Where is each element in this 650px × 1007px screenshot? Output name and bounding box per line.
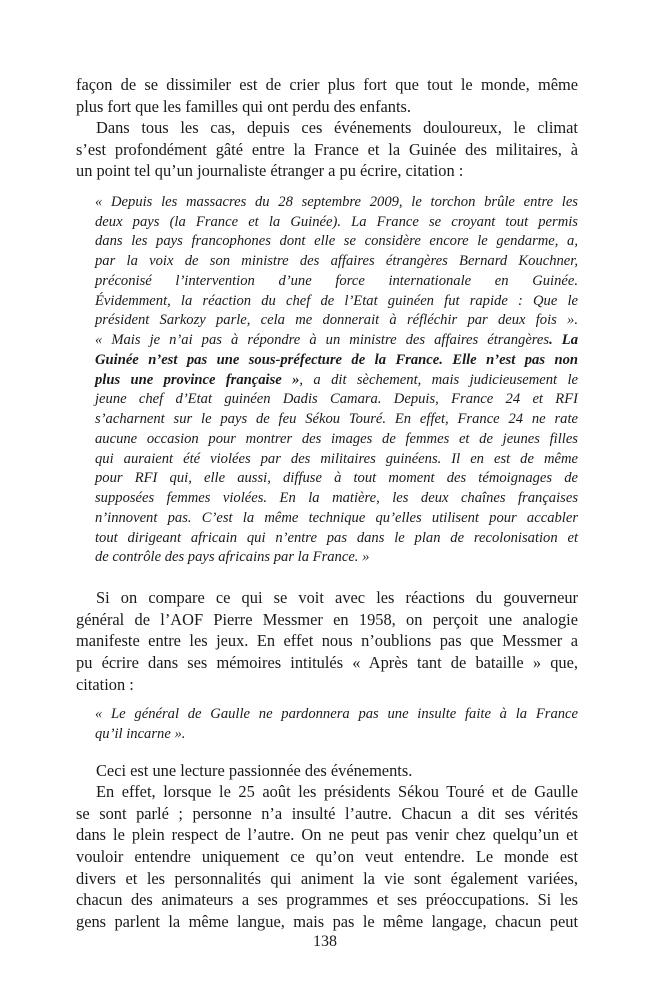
paragraph bbox=[76, 74, 578, 117]
paragraph bbox=[76, 781, 578, 932]
text-line: Dans tous les cas, depuis ces événements douloureux, le climat bbox=[96, 118, 578, 138]
text-segment: , a dit sèchement, mais judicieusement le bbox=[299, 371, 578, 388]
text-line: plus fort que les familles qui ont perdu des enfants. bbox=[76, 96, 412, 116]
text-line: « Le général de Gaulle ne pardonnera pas une insulte faite à la France bbox=[95, 706, 578, 723]
page-body bbox=[76, 74, 578, 932]
text-line: « Depuis les massacres du 28 septembre 2009, le torchon brûle entre les bbox=[95, 193, 578, 210]
text-line: En effet, lorsque le 25 août les présidents Sékou Touré et de Gaulle bbox=[96, 782, 578, 802]
text-line: se sont parlé ; personne n’a insulté l’autre. Chacun a dit ses vérités bbox=[76, 803, 578, 823]
text-line: Évidemment, la réaction du chef de l’Etat guinéen fut rapide : Que le bbox=[95, 292, 578, 309]
text-line: Ceci est une lecture passionnée des événements. bbox=[96, 760, 413, 780]
text-line: jeune chef d’Etat guinéen Dadis Camara. Depuis, France 24 et RFI bbox=[95, 391, 578, 408]
text-line: divers et les personnalités qui animent la vie sont également variées, bbox=[76, 868, 578, 888]
text-line: citation : bbox=[76, 674, 134, 694]
text-line: gens parlent la même langue, mais pas le même langage, chacun peut bbox=[76, 911, 578, 931]
text-segment: « Mais je n’ai pas à répondre à un ministre des affaires étrangères bbox=[95, 332, 550, 349]
text-line: vouloir entendre uniquement ce qu’on veut entendre. Le monde est bbox=[76, 847, 578, 867]
text-line: n’innovent pas. C’est la même technique qu’elles utilisent pour accabler bbox=[95, 509, 578, 526]
text-line: manifeste entre les jeux. En effet nous n’oublions pas que Messmer a bbox=[76, 631, 578, 651]
text-line: dans les pays francophones dont elle se considère encore le gendarme, a, bbox=[95, 233, 578, 250]
bold-text: Guinée n’est pas une sous-préfecture de la France. Elle n’est pas non bbox=[95, 351, 578, 368]
block-quote bbox=[95, 193, 578, 568]
paragraph bbox=[76, 587, 578, 695]
text-line: pu écrire dans ses mémoires intitulés « Après tant de bataille » que, bbox=[76, 653, 578, 672]
text-line: préconisé l’intervention d’une force internationale en Guinée. bbox=[95, 272, 578, 289]
text-line: pour RFI qui, elle aussi, diffuse à tout moment des témoignages de bbox=[95, 470, 578, 487]
text-line: par la voix de son ministre des affaires étrangères Bernard Kouchner, bbox=[95, 253, 578, 270]
page-number: 138 bbox=[313, 933, 337, 950]
text-line: de contrôle des pays africains par la France. » bbox=[95, 549, 370, 566]
text-line: général de l’AOF Pierre Messmer en 1958, on perçoit une analogie bbox=[76, 609, 578, 629]
text-line bbox=[95, 351, 578, 371]
text-line: tout dirigeant africain qui n’entre pas dans le plan de recolonisation et bbox=[95, 529, 578, 546]
text-line: Si on compare ce qui se voit avec les réactions du gouverneur bbox=[96, 588, 578, 608]
text-line: s’est profondément gâté entre la France et la Guinée des militaires, à bbox=[76, 139, 578, 159]
text-line: un point tel qu’un journaliste étranger a pu écrire, citation : bbox=[76, 161, 464, 181]
paragraph bbox=[76, 760, 578, 782]
text-line: qui auraient été violées par des militaires guinéens. Il en est de même bbox=[95, 450, 578, 467]
text-line: deux pays (la France et la Guinée). La France se croyant tout permis bbox=[95, 213, 578, 230]
block-quote bbox=[95, 705, 578, 745]
text-line bbox=[95, 371, 578, 391]
text-line: façon de se dissimiler est de crier plus fort que tout le monde, même bbox=[76, 75, 578, 94]
paragraph bbox=[76, 117, 578, 182]
text-line: s’acharnent sur le pays de feu Sékou Touré. En effet, France 24 ne rate bbox=[95, 411, 578, 428]
bold-text: plus une province française » bbox=[95, 371, 300, 388]
text-line: dans le plein respect de l’autre. On ne peut pas venir chez quelqu’un et bbox=[76, 825, 578, 845]
text-line bbox=[95, 331, 578, 351]
text-line: aucune occasion pour montrer des images de femmes et de jeunes filles bbox=[95, 430, 578, 447]
text-line: président Sarkozy parle, cela me donnerait à réfléchir par deux fois ». bbox=[95, 312, 578, 329]
bold-text: . La bbox=[549, 332, 578, 349]
text-line: chacun des animateurs a ses programmes et ses préoccupations. Si les bbox=[76, 890, 578, 910]
text-line: supposées femmes violées. En la matière, les deux chaînes françaises bbox=[95, 490, 578, 507]
text-line: qu’il incarne ». bbox=[95, 725, 186, 742]
